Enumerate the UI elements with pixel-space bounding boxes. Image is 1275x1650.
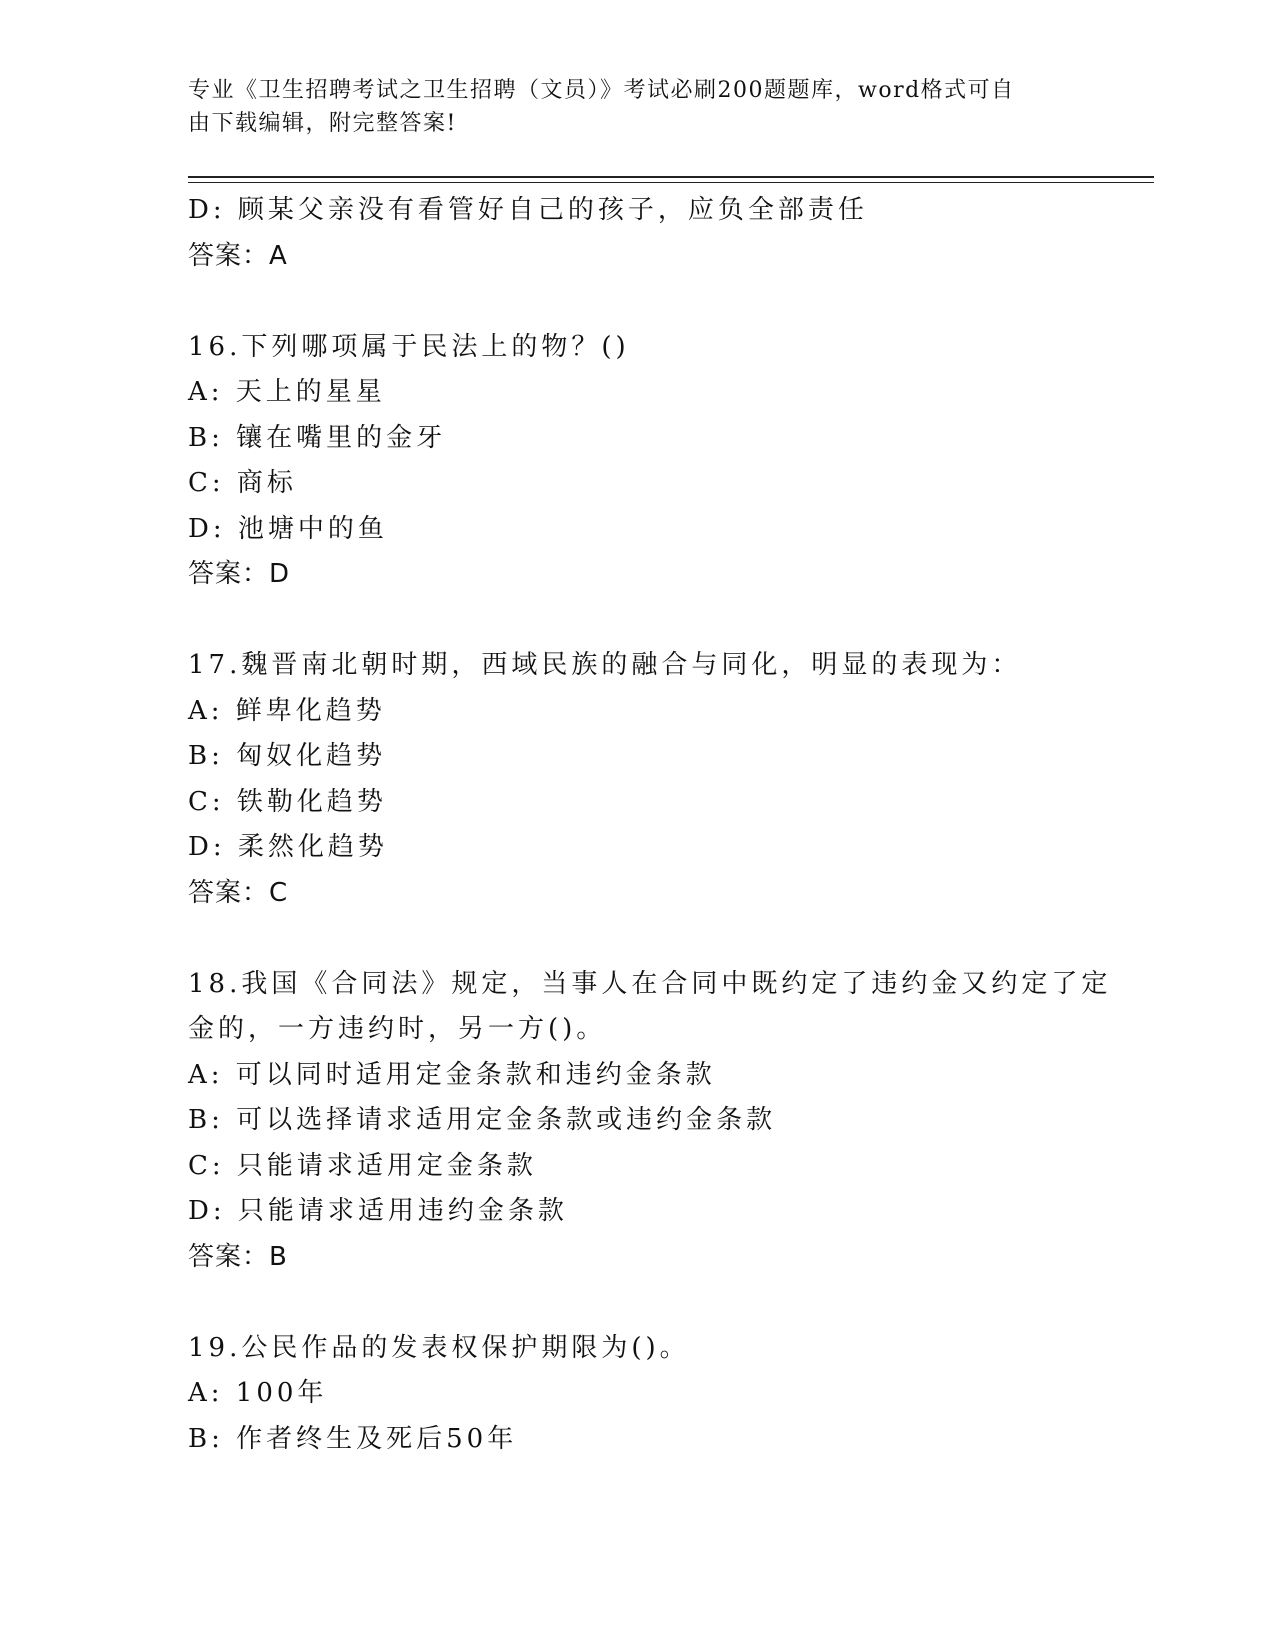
option-a: A: 100年 [188, 1378, 328, 1408]
question-stem-line-1: 18.我国《合同法》规定，当事人在合同中既约定了违约金又约定了定 [188, 968, 1112, 999]
option-b: B: 镶在嘴里的金牙 [188, 422, 447, 453]
option-a: A: 可以同时适用定金条款和违约金条款 [188, 1059, 716, 1090]
option-d: D: 柔然化趋势 [188, 832, 388, 862]
spacer [188, 1280, 1088, 1326]
option-a: A: 天上的星星 [188, 377, 386, 407]
question-stem: 19.公民作品的发表权保护期限为()。 [188, 1332, 690, 1363]
option-c: C: 铁勒化趋势 [188, 786, 387, 817]
spacer [188, 279, 1088, 325]
option-d: D: 顾某父亲没有看管好自己的孩子，应负全部责任 [188, 195, 868, 225]
question-stem: 16.下列哪项属于民法上的物？() [188, 331, 630, 362]
header-rule-thick [188, 176, 1154, 178]
question-stem: 17.魏晋南北朝时期，西域民族的融合与同化，明显的表现为： [188, 650, 1022, 680]
header-rule-thin [188, 182, 1154, 183]
option-a: A: 鲜卑化趋势 [188, 695, 386, 726]
option-c: C: 商标 [188, 468, 297, 498]
option-b: B: 可以选择请求适用定金条款或违约金条款 [188, 1105, 777, 1135]
answer: 答案：C [188, 877, 289, 908]
header-line-2: 由下载编辑，附完整答案! [188, 111, 457, 136]
option-d: D: 池塘中的鱼 [188, 513, 388, 544]
answer: 答案：D [188, 559, 291, 589]
question-list [188, 188, 1112, 1462]
option-b: B: 匈奴化趋势 [188, 741, 387, 771]
spacer [188, 916, 1088, 962]
option-d: D: 只能请求适用违约金条款 [188, 1196, 568, 1226]
option-c: C: 只能请求适用定金条款 [188, 1150, 537, 1181]
spacer [188, 598, 1088, 644]
answer: 答案：A [188, 240, 288, 271]
document-header [188, 74, 1068, 140]
question-stem-line-2: 金的，一方违约时，另一方()。 [188, 1014, 607, 1044]
header-line-1: 专业《卫生招聘考试之卫生招聘（文员）》考试必刷200题题库，word格式可自 [188, 78, 1015, 103]
answer: 答案：B [188, 1241, 288, 1272]
option-b: B: 作者终生及死后50年 [188, 1423, 518, 1454]
